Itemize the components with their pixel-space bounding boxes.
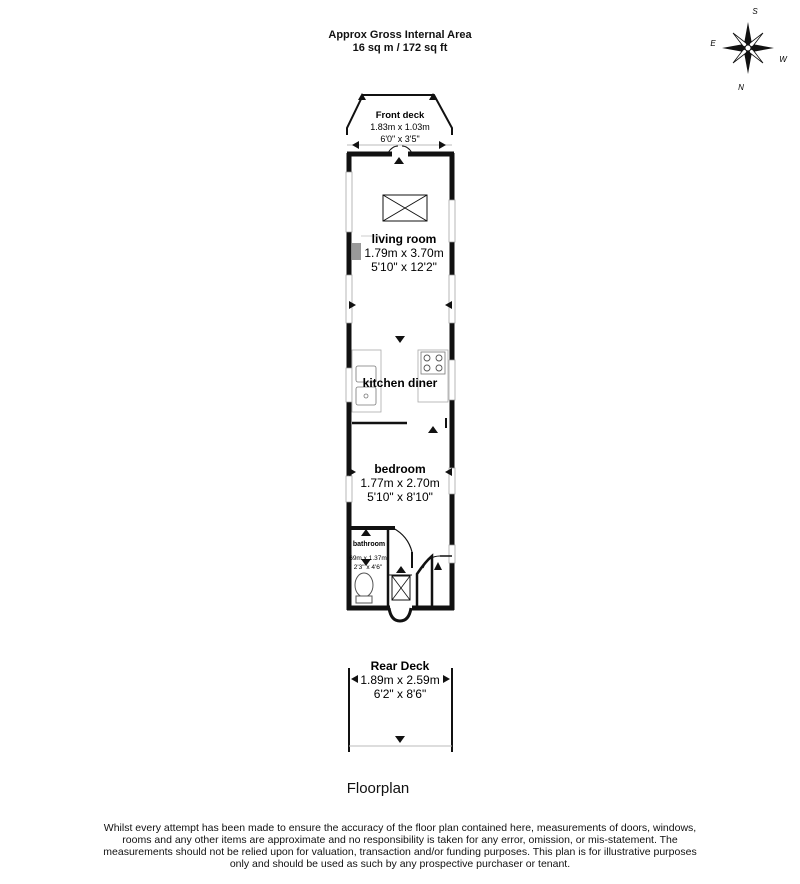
living-room-name: living room xyxy=(371,232,437,246)
front-deck-metric: 1.83m x 1.03m xyxy=(370,122,430,132)
floorplan-caption: Floorplan xyxy=(346,780,410,797)
bedroom-imperial: 5'10" x 8'10" xyxy=(367,490,433,504)
living-room-metric: 1.79m x 3.70m xyxy=(364,246,444,260)
disclaimer-text: Whilst every attempt has been made to ensure the accuracy of the floor plan contained here, measurements of doors, windows, rooms and any other items are approximate and no responsibility is taken for any error, omission, or mis-statement. The measurements should not be relied upon for valuation, transaction and/or funding purposes. This plan is for illustrative purposes only and should be used as such by any prospective purchaser or tenant. xyxy=(103,822,697,870)
compass-label-w: W xyxy=(779,55,787,64)
kitchen-fixtures xyxy=(352,350,448,433)
bathroom-metric: 69m x 1.37m xyxy=(349,555,387,562)
front-deck-name: Front deck xyxy=(375,110,425,121)
label-bedroom xyxy=(360,462,439,504)
living-room-imperial: 5'10" x 12'2" xyxy=(371,260,437,274)
front-deck-imperial: 6'0" x 3'5" xyxy=(380,134,420,144)
area-value: 16 sq m / 172 sq ft xyxy=(352,42,448,54)
bathroom-name: bathroom xyxy=(352,541,386,548)
label-front-deck xyxy=(370,110,430,144)
label-kitchen xyxy=(363,376,438,390)
bathroom-imperial: 2'3" x 4'6" xyxy=(353,564,383,571)
label-bathroom xyxy=(349,541,387,571)
rear-deck-metric: 1.89m x 2.59m xyxy=(360,673,440,687)
rear-deck-name: Rear Deck xyxy=(370,659,430,673)
bedroom-metric: 1.77m x 2.70m xyxy=(360,476,440,490)
compass-label-s: S xyxy=(752,7,758,16)
area-title: Approx Gross Internal Area xyxy=(328,29,472,41)
bedroom-name: bedroom xyxy=(374,462,426,476)
compass-icon xyxy=(710,7,788,92)
compass-label-n: N xyxy=(738,83,744,92)
label-rear-deck xyxy=(360,659,439,701)
compass-label-e: E xyxy=(710,39,716,48)
label-living-room xyxy=(364,232,443,274)
kitchen-name: kitchen diner xyxy=(362,376,438,390)
rear-deck-imperial: 6'2" x 8'6" xyxy=(373,687,427,701)
